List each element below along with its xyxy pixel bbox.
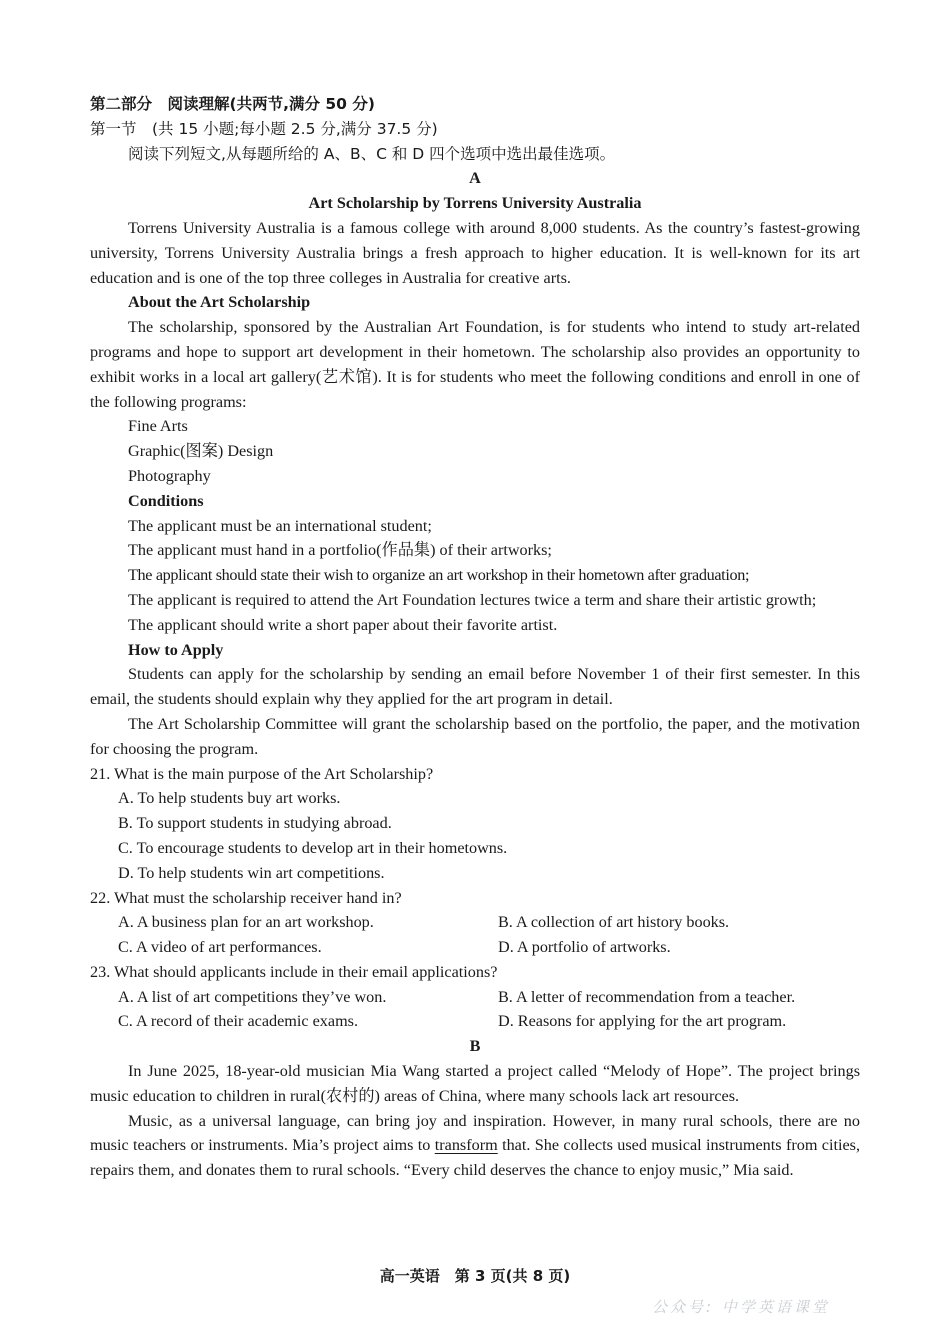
condition-item: The applicant must hand in a portfolio(作品集) of their artworks; [128,541,552,560]
option-d[interactable]: D. A portfolio of artworks. [498,938,671,957]
about-text: The scholarship, sponsored by the Australian Art Foundation, is for students who intend to study art-related programs and hope to support art development in their hometown. The scholarship also provides an opportunity to exhibit works in a local art gallery(艺术馆). It is for students who meet the following conditions and enroll in one of the following programs: [90,318,860,411]
condition-item: The applicant is required to attend the Art Foundation lectures twice a term and share their artistic growth; [128,590,817,609]
option-b[interactable]: B. A letter of recommendation from a teacher. [498,987,796,1006]
exam-page [90,92,860,1183]
option-c[interactable]: C. A video of art performances. [118,938,322,957]
apply-text: The Art Scholarship Committee will grant the scholarship based on the portfolio, the paper, and the motivation for choosing the program. [90,714,860,758]
question-stem: 23. What should applicants include in their email applications? [90,962,498,981]
about-heading: About the Art Scholarship [128,293,311,312]
condition-item: The applicant should write a short paper about their favorite artist. [128,615,558,634]
instructions: 阅读下列短文,从每题所给的 A、B、C 和 D 四个选项中选出最佳选项。 [128,144,616,163]
option-a[interactable]: A. A list of art competitions they’ve won. [118,987,387,1006]
passage-b-label: B [469,1037,481,1056]
option-a[interactable]: A. To help students buy art works. [118,789,341,808]
option-b[interactable]: B. A collection of art history books. [498,913,730,932]
option-row [90,935,860,960]
option-c[interactable]: C. To encourage students to develop art in their hometowns. [118,838,508,857]
passage-a-title: Art Scholarship by Torrens University Australia [308,194,642,213]
conditions-heading: Conditions [128,491,204,510]
para2-text: Music, as a universal language, can bring joy and inspiration. However, in many rural schools, there are no music teachers or instruments. Mia’s project aims to [90,1111,860,1155]
part-title: 第二部分 阅读理解(共两节,满分 50 分) [90,95,375,113]
option-d[interactable]: D. Reasons for applying for the art program. [498,1012,787,1031]
program-item: Fine Arts [128,417,188,436]
watermark: 公众号: 中学英语课堂 [652,1298,830,1316]
program-item: Photography [128,466,211,485]
condition-item: The applicant should state their wish to organize an art workshop in their hometown after graduation; [128,566,750,585]
apply-heading: How to Apply [128,640,224,659]
page-footer: 高一英语 第 3 页(共 8 页) [379,1267,571,1285]
option-b[interactable]: B. To support students in studying abroad. [118,814,392,833]
condition-item: The applicant must be an international student; [128,516,432,535]
para2-text: that. She collects used musical instruments from cities, repairs them, and donates them to rural schools. “Every child deserves the chance to enjoy music,” Mia said. [90,1136,860,1180]
option-row [90,985,860,1010]
question-21 [90,762,860,886]
question-stem: 21. What is the main purpose of the Art Scholarship? [90,764,434,783]
passage-a-label: A [469,169,481,188]
option-row [90,910,860,935]
underlined-word: transform [434,1136,498,1155]
program-item: Graphic(图案) Design [128,442,274,461]
question-stem: 22. What must the scholarship receiver hand in? [90,888,402,907]
option-a[interactable]: A. A business plan for an art workshop. [118,913,374,932]
question-23 [90,960,860,1034]
apply-text: Students can apply for the scholarship by sending an email before November 1 of their first semester. In this email, the students should explain why they applied for the art program in detail. [90,665,860,709]
passage-b-para1: In June 2025, 18-year-old musician Mia Wang started a project called “Melody of Hope”. The project brings music education to children in rural(农村的) areas of China, where many schools lack art resources. [90,1062,860,1105]
passage-a-intro: Torrens University Australia is a famous college with around 8,000 students. As the country’s fastest-growing university, Torrens University Australia brings a fresh approach to higher education. It is well-known for its art education and is one of the top three colleges in Australia for creative arts. [90,218,860,287]
option-c[interactable]: C. A record of their academic exams. [118,1012,359,1031]
option-row [90,1009,860,1034]
passage-b-para2 [90,1109,860,1183]
question-22 [90,886,860,960]
section-title: 第一节 (共 15 小题;每小题 2.5 分,满分 37.5 分) [90,119,438,138]
option-d[interactable]: D. To help students win art competitions. [118,863,385,882]
